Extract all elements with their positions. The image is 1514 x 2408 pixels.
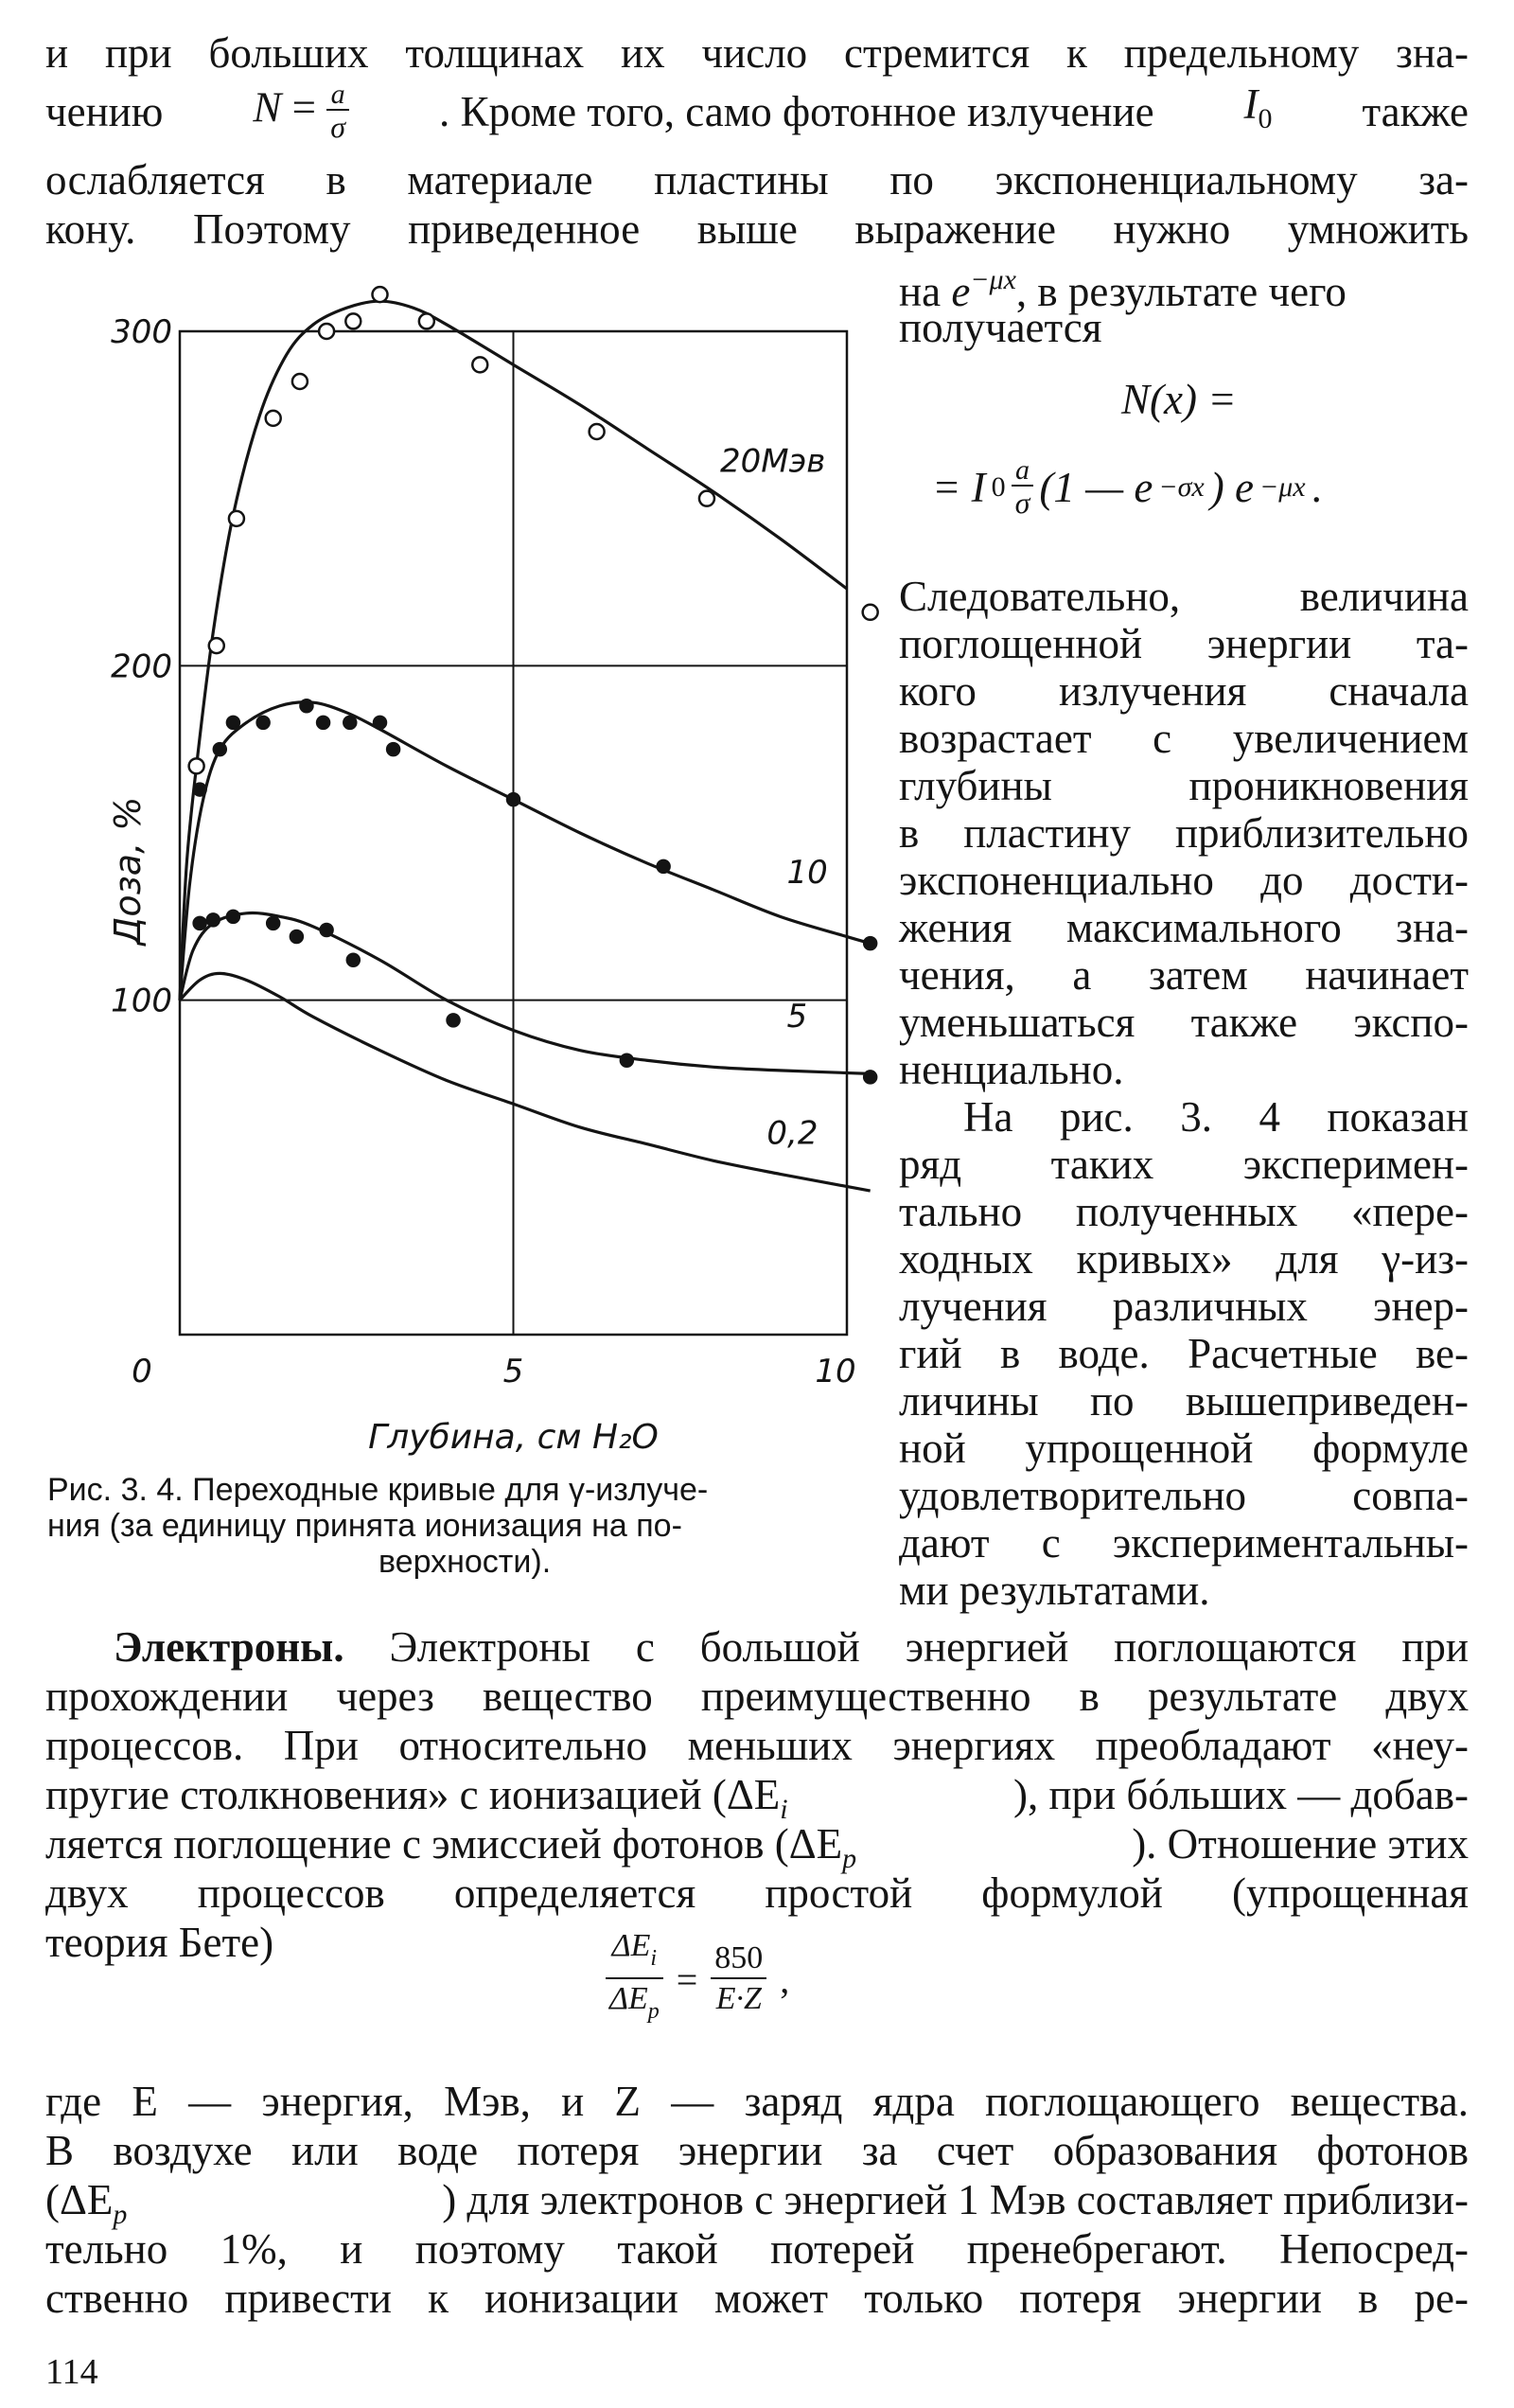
electrons-line-3: процессов. При относительно меньших энергиях преобладают «неу- [45, 1722, 1469, 1769]
electrons-line-7: теория Бете) [45, 1919, 274, 1966]
x-axis-title: Глубина, см H₂O [368, 1418, 659, 1457]
curve-0-2-mev [180, 973, 871, 1191]
formula-part: = I [932, 464, 986, 511]
data-point-5-mev [207, 913, 220, 926]
right-line: Следовательно, величина [899, 573, 1469, 620]
right-line: жения максимального зна- [899, 904, 1469, 951]
subscript: i [780, 1794, 788, 1825]
formula-nx [932, 456, 1322, 519]
y-tick-label: 200 [111, 647, 172, 686]
data-point-20-mev [229, 511, 244, 526]
formula-part: . [1311, 464, 1322, 511]
y-tick-label: 100 [111, 982, 172, 1020]
data-point-20-mev [699, 491, 714, 506]
superscript: −μx [1259, 471, 1306, 503]
chart-markers [189, 287, 878, 1083]
chart-labels [107, 313, 856, 1457]
bottom-line-2: В воздухе или воде потеря энергии за счет образования фотонов [45, 2127, 1469, 2174]
data-point-10-mev [864, 937, 876, 949]
series-label-20-mev: 20Мэв [720, 442, 826, 481]
data-point-20-mev [373, 287, 388, 302]
right-line: возрастает с увеличением [899, 715, 1469, 762]
transition-curves-chart [95, 274, 880, 1458]
fraction-denominator: E·Z [715, 1981, 762, 2016]
data-point-20-mev [209, 638, 224, 653]
right-line: в пластину приблизительно [899, 809, 1469, 857]
data-point-20-mev [472, 357, 487, 372]
right-line: ходных кривых» для γ-из- [899, 1235, 1469, 1283]
text-fragment: ΔE [609, 1981, 648, 2016]
fraction [326, 80, 349, 143]
data-point-5-mev [227, 911, 239, 923]
data-point-5-mev [864, 1071, 876, 1083]
text-line-6: получается [899, 304, 1102, 351]
chart-grid [180, 331, 847, 1335]
right-line: дают с экспериментальны- [899, 1519, 1469, 1567]
right-line: экспоненциально до дости- [899, 857, 1469, 904]
right-line: ряд таких эксперимен- [899, 1141, 1469, 1188]
data-point-20-mev [590, 424, 605, 439]
data-point-10-mev [658, 860, 670, 873]
right-line: ной упрощенной формуле [899, 1425, 1469, 1472]
symbol-equals: = [676, 1957, 698, 2001]
data-point-20-mev [345, 313, 361, 328]
data-point-10-mev [257, 717, 270, 729]
text-fragment: ляется поглощение с эмиссией фотонов (ΔE [45, 1820, 843, 1868]
bottom-line-4: тельно 1%, и поэтому такой потерей пренебрегают. Непосред- [45, 2225, 1469, 2273]
fraction [711, 1939, 766, 2019]
fraction-denominator: σ [330, 110, 346, 144]
right-line: уменьшаться также экспо- [899, 999, 1469, 1046]
text-fragment: . Кроме того, само фотонное излучение [438, 88, 1154, 135]
text-fragment: Электроны с большой энергией поглощаются при [343, 1623, 1469, 1671]
electrons-line-2: прохождении через вещество преимущественно в результате двух [45, 1673, 1469, 1720]
fraction-numerator: a [326, 80, 349, 111]
fraction [1012, 456, 1034, 519]
data-point-20-mev [189, 758, 204, 773]
formula-n-over-sigma [253, 80, 349, 143]
symbol-I0 [1244, 80, 1273, 144]
symbol-equals: = [291, 83, 316, 132]
fraction-denominator [606, 1979, 663, 2031]
x-tick-label: 5 [502, 1353, 524, 1390]
subscript: i [650, 1946, 658, 1971]
text-fragment: также [1362, 88, 1469, 135]
symbol-N: N [253, 83, 282, 132]
data-point-10-mev [374, 717, 386, 729]
figure-caption-line: Рис. 3. 4. Переходные кривые для γ-излуче- [47, 1472, 709, 1508]
subscript: 0 [991, 471, 1006, 503]
fraction-numerator: a [1012, 456, 1034, 487]
fraction-numerator: 850 [711, 1939, 766, 1979]
text-line-4: кону. Поэтому приведенное выше выражение нужно умножить [45, 205, 1469, 253]
text-fragment: на [899, 268, 942, 315]
curve-5-mev [180, 912, 871, 1073]
text-fragment: ), при бóльших — добав- [1012, 1771, 1469, 1818]
right-line: тально полученных «пере- [899, 1188, 1469, 1235]
right-line: поглощенной энергии та- [899, 620, 1469, 667]
text-fragment: чению [45, 88, 164, 135]
data-point-5-mev [290, 930, 303, 943]
superscript: −σx [1158, 471, 1205, 503]
data-point-10-mev [227, 717, 239, 729]
electrons-line-1 [114, 1622, 1469, 1672]
text-line-1: и при больших толщинах их число стремится к предельному зна- [45, 29, 1469, 77]
formula-part: ) e [1209, 464, 1254, 511]
data-point-10-mev [194, 784, 206, 796]
electrons-line-6: двух процессов определяется простой формулой (упрощенная [45, 1869, 1469, 1917]
text-fragment: пругие столкновения» с ионизацией (ΔE [45, 1771, 781, 1818]
right-line: ми результатами. [899, 1567, 1210, 1614]
data-point-5-mev [267, 917, 279, 930]
series-label-10-mev: 10 [786, 854, 828, 892]
data-point-20-mev [319, 324, 334, 339]
fraction-numerator [606, 1927, 663, 1979]
series-label-0-2-mev: 0,2 [766, 1114, 819, 1153]
data-point-10-mev [300, 699, 312, 712]
data-point-5-mev [448, 1014, 460, 1026]
bottom-line-1: где E — энергия, Мэв, и Z — заряд ядра поглощающего вещества. [45, 2078, 1469, 2125]
right-line: гий в воде. Расчетные ве- [899, 1330, 1469, 1377]
right-line: удовлетворительно совпа- [899, 1472, 1469, 1519]
page-number: 114 [45, 2352, 98, 2392]
right-line: кого излучения сначала [899, 667, 1469, 715]
text-fragment: (ΔE [45, 2176, 114, 2223]
right-line: чения, а затем начинает [899, 951, 1469, 999]
superscript: −μx [970, 264, 1016, 295]
right-line: На рис. 3. 4 показан [963, 1093, 1469, 1141]
data-point-10-mev [507, 793, 519, 806]
data-point-10-mev [343, 717, 356, 729]
right-line: ненциально. [899, 1046, 1124, 1093]
y-axis-title: Доза, % [107, 796, 149, 946]
subscript: p [842, 1843, 857, 1874]
formula-nx-label: N(x) = [1121, 376, 1237, 423]
right-line: личины по вышеприведен- [899, 1377, 1469, 1425]
text-line-3: ослабляется в материале пластины по экспоненциальному за- [45, 156, 1469, 204]
x-tick-label: 10 [815, 1353, 856, 1390]
subscript: p [113, 2199, 128, 2230]
figure-caption-line: верхности). [378, 1544, 552, 1580]
right-line: лучения различных энер- [899, 1283, 1469, 1330]
data-point-20-mev [292, 374, 308, 389]
bottom-line-5: ственно привести к ионизации может только потеря энергии в ре- [45, 2275, 1469, 2322]
data-point-10-mev [317, 717, 329, 729]
y-tick-label: 300 [111, 313, 172, 351]
bethe-formula [606, 1927, 789, 2031]
fraction [606, 1927, 663, 2031]
data-point-20-mev [863, 605, 878, 620]
text-fragment: ΔE [611, 1928, 651, 1963]
x-tick-label: 0 [132, 1353, 152, 1390]
subscript: p [647, 1999, 660, 2024]
text-line-2 [45, 80, 1469, 144]
text-fragment: ). Отношение этих [1132, 1820, 1469, 1868]
data-point-5-mev [194, 917, 206, 930]
chart-curves [180, 301, 871, 1191]
section-heading-electrons: Электроны. [114, 1623, 344, 1671]
formula-part: (1 — e [1039, 464, 1153, 511]
fraction-denominator: σ [1014, 486, 1030, 520]
right-line: глубины проникновения [899, 762, 1469, 809]
data-point-10-mev [387, 743, 399, 755]
symbol-e: e [951, 268, 971, 315]
data-point-10-mev [214, 743, 226, 755]
series-label-5-mev: 5 [786, 997, 808, 1036]
curve-10-mev [180, 702, 871, 1000]
subscript: 0 [1258, 103, 1273, 134]
data-point-5-mev [621, 1054, 633, 1067]
data-point-20-mev [266, 411, 281, 426]
data-point-20-mev [419, 313, 434, 328]
data-point-5-mev [321, 924, 333, 936]
text-fragment: , в результате чего [1015, 268, 1347, 315]
figure-caption-line: ния (за единицу принята ионизация на по- [47, 1508, 682, 1544]
data-point-5-mev [347, 954, 360, 966]
text-fragment: ) для электронов с энергией 1 Мэв составляет приблизи- [442, 2176, 1469, 2223]
punctuation: , [780, 1957, 790, 2001]
symbol-I: I [1243, 80, 1259, 128]
